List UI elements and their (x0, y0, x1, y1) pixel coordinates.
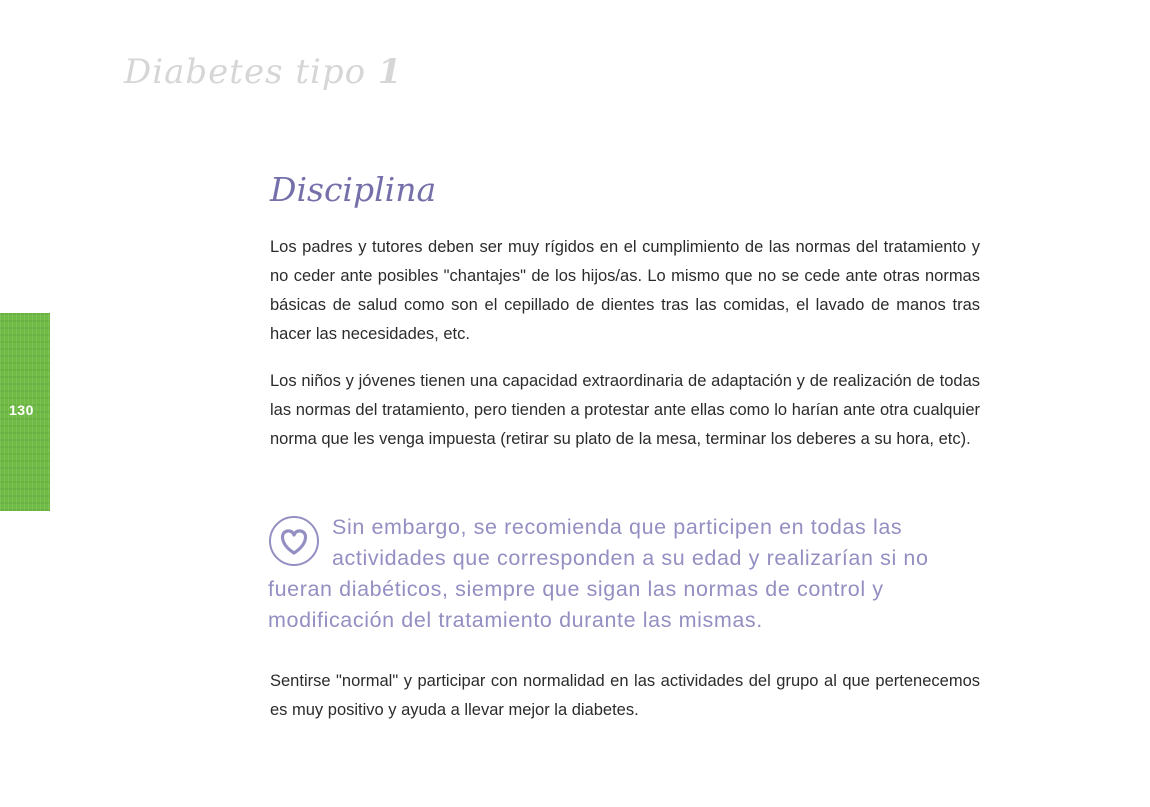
section-title: Disciplina (270, 170, 437, 209)
page-number-tab (0, 313, 50, 511)
heart-icon (268, 515, 320, 567)
body-paragraph: Los niños y jóvenes tienen una capacidad extraordinaria de adaptación y de realización de todas las normas del tratamiento, pero tienden a protestar ante ellas como lo harían ante otra cualquier norma que les venga impuesta (retirar su plato de la mesa, terminar los deberes a su hora, etc). (270, 372, 980, 448)
running-head-number: 1 (377, 52, 403, 92)
body-paragraph: Sentirse "normal" y participar con normalidad en las actividades del grupo al que pertenecemos es muy positivo y ayuda a llevar mejor la diabetes. (270, 672, 980, 719)
running-head (124, 52, 403, 92)
body-paragraph: Los padres y tutores deben ser muy rígidos en el cumplimiento de las normas del tratamiento y no ceder ante posibles "chantajes" de los hijos/as. Lo mismo que no se cede ante otras normas básicas de salud como son el cepillado de dientes tras las comidas, el lavado de manos tras hacer las necesidades, etc. (270, 238, 980, 343)
highlight-text: Sin embargo, se recomienda que participen en todas las actividades que corresponden a su edad y realizarían si no fueran diabéticos, siempre que sigan las normas de control y modificación del tratamiento durante las mismas. (268, 515, 929, 632)
running-head-title: Diabetes tipo (124, 52, 367, 92)
page-number: 130 (9, 402, 34, 418)
highlight-callout (268, 512, 968, 636)
